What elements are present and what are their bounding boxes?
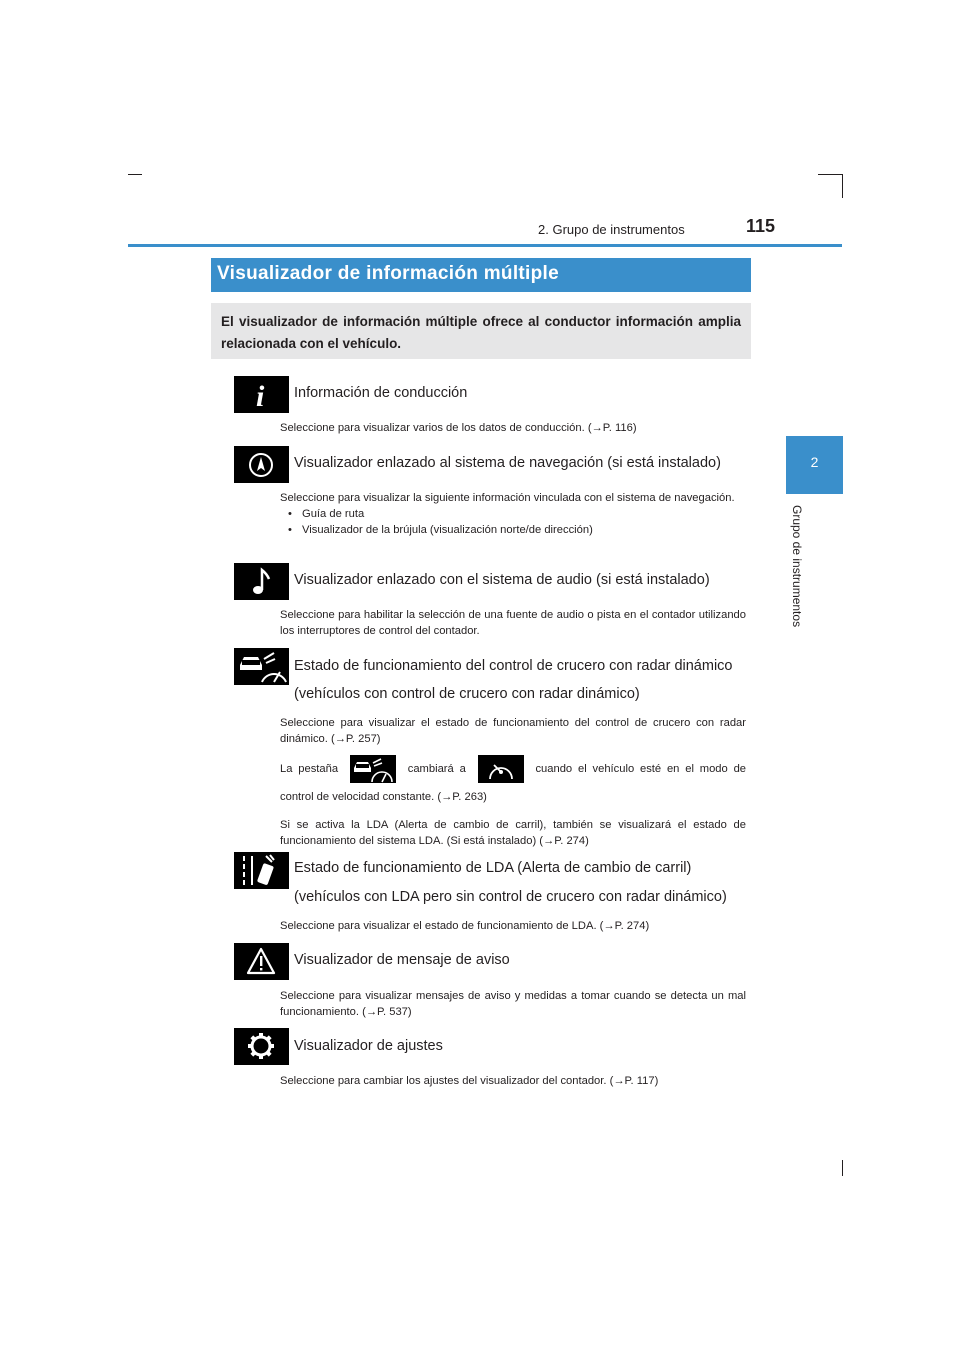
tab-text-b: cambiará a [407,763,466,775]
item-description [280,918,746,934]
item-heading: Información de conducción [294,385,468,401]
item-description-text: Seleccione para visualizar mensajes de aviso y medidas a tomar cuando se detecta un mal funcionamiento. (→P. 537) [280,990,746,1018]
navigation-icon [234,446,289,483]
item-heading: Visualizador enlazado con el sistema de audio (si está instalado) [294,572,710,588]
svg-text:i: i [256,380,265,413]
crop-mark [842,1160,843,1176]
header-rule [128,244,842,247]
radar-cruise-icon [350,755,396,783]
lane-departure-icon [234,852,289,889]
chapter-number: 2 [810,454,819,470]
chapter-side-label-wrap [786,505,804,635]
speedometer-icon [478,755,524,783]
item-heading: Estado de funcionamiento de LDA (Alerta de cambio de carril) [294,860,692,876]
intro-box [211,303,751,359]
item-description [280,1073,746,1089]
item-heading: Estado de funcionamiento del control de crucero con radar dinámico [294,658,733,674]
crop-mark [842,174,843,198]
item-description [280,715,746,849]
item-description [280,988,746,1020]
section-title-bar [211,258,751,292]
item-description [280,607,746,639]
item-description-text: Seleccione para habilitar la selección de una fuente de audio o pista en el contador utilizando los interruptores de control del contador. [280,609,746,637]
item-description-text: Seleccione para visualizar la siguiente información vinculada con el sistema de navegación. [280,492,735,504]
item-description [280,420,746,436]
item-description-text: Seleccione para cambiar los ajustes del visualizador del contador. (→P. 117) [280,1075,659,1087]
item-description-text: Seleccione para visualizar varios de los datos de conducción. (→P. 116) [280,422,637,434]
item-heading: Visualizador de mensaje de aviso [294,952,510,968]
chapter-side-label: Grupo de instrumentos [790,505,804,628]
crop-mark [818,174,842,175]
item-description-text: Seleccione para visualizar el estado de funcionamiento de LDA. (→P. 274) [280,920,650,932]
item-description-text: Seleccione para visualizar el estado de funcionamiento del control de crucero con radar dinámico. (→P. 257) [280,717,746,745]
page-number: 115 [746,216,776,236]
tab-change-text [280,755,746,811]
item-heading-continued: (vehículos con control de crucero con radar dinámico) [294,686,640,702]
chapter-tab [786,436,843,494]
bullet-item: • Visualizador de la brújula (visualización norte/de dirección) [280,522,746,538]
music-note-icon [234,563,289,600]
running-header-section: 2. Grupo de instrumentos [538,222,685,237]
radar-cruise-icon [234,648,289,685]
tab-text-c: cuando el vehículo esté en el modo de control de velocidad constante. (→P. 263) [280,763,747,804]
item-heading: Visualizador enlazado al sistema de navegación (si está instalado) [294,455,721,471]
section-title: Visualizador de información múltiple [217,263,559,284]
info-icon [234,376,289,413]
gear-icon [234,1028,289,1065]
crop-mark [128,174,142,175]
item-heading-continued: (vehículos con LDA pero sin control de crucero con radar dinámico) [294,889,727,905]
lda-note: Si se activa la LDA (Alerta de cambio de carril), también se visualizará el estado de funcionamiento del sistema LDA. (Si está instalado) (→P. 274) [280,819,746,848]
bullet-item: • Guía de ruta [280,506,746,522]
warning-icon [234,943,289,980]
tab-text-a: La pestaña [280,763,339,775]
item-description [280,490,746,538]
item-heading: Visualizador de ajustes [294,1038,443,1054]
intro-text: El visualizador de información múltiple ofrece al conductor información amplia relacionada con el vehículo. [221,314,741,351]
